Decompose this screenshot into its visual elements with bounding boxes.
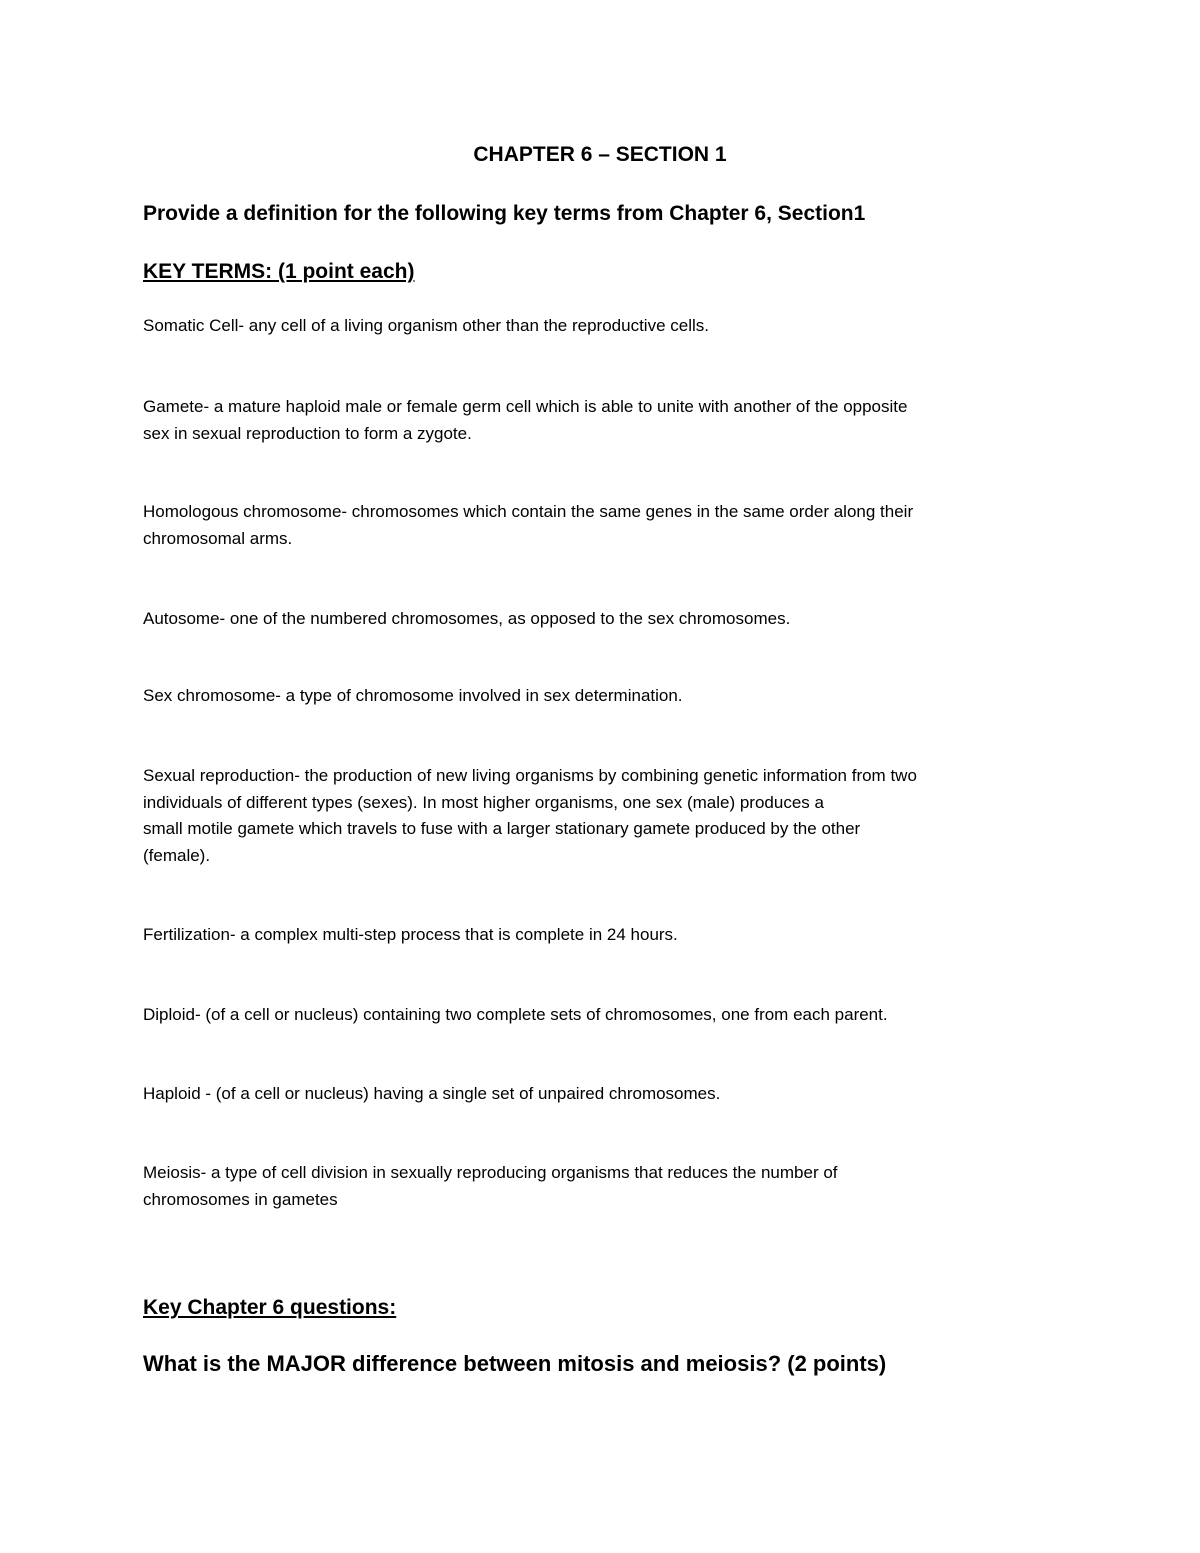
- term-line: Sexual reproduction- the production of new living organisms by combining genetic information from two: [143, 766, 917, 785]
- term-diploid: [143, 1002, 1073, 1029]
- term-line: Fertilization- a complex multi-step process that is complete in 24 hours.: [143, 925, 678, 944]
- term-fertilization: [143, 922, 1073, 949]
- term-line: Homologous chromosome- chromosomes which contain the same genes in the same order along their: [143, 502, 914, 521]
- questions-heading: Key Chapter 6 questions:: [143, 1296, 397, 1319]
- term-line: small motile gamete which travels to fuse with a larger stationary gamete produced by the other: [143, 819, 861, 838]
- term-line: Gamete- a mature haploid male or female germ cell which is able to unite with another of the opposite: [143, 397, 908, 416]
- term-line: chromosomal arms.: [143, 528, 293, 548]
- instruction-text: Provide a definition for the following key terms from Chapter 6, Section1: [143, 202, 866, 225]
- term-homologous-chromosome: [143, 499, 1073, 552]
- term-line: Haploid - (of a cell or nucleus) having a single set of unpaired chromosomes.: [143, 1084, 721, 1103]
- term-line: Sex chromosome- a type of chromosome involved in sex determination.: [143, 686, 683, 705]
- term-meiosis: [143, 1160, 1073, 1213]
- term-sexual-reproduction: [143, 763, 1073, 869]
- key-terms-heading: KEY TERMS: (1 point each): [143, 260, 415, 283]
- term-somatic-cell: [143, 313, 1073, 340]
- term-line: Diploid- (of a cell or nucleus) containing two complete sets of chromosomes, one from each parent.: [143, 1005, 888, 1024]
- term-line: Somatic Cell- any cell of a living organism other than the reproductive cells.: [143, 316, 709, 335]
- term-haploid: [143, 1081, 1073, 1108]
- term-autosome: [143, 606, 1073, 633]
- term-line: chromosomes in gametes: [143, 1189, 338, 1209]
- term-line: individuals of different types (sexes). In most higher organisms, one sex (male) produces a: [143, 792, 824, 812]
- term-line: sex in sexual reproduction to form a zygote.: [143, 423, 472, 443]
- term-line: Autosome- one of the numbered chromosomes, as opposed to the sex chromosomes.: [143, 609, 791, 628]
- term-gamete: [143, 394, 1073, 447]
- term-sex-chromosome: [143, 683, 1073, 710]
- question-text: What is the MAJOR difference between mitosis and meiosis? (2 points): [143, 1351, 887, 1376]
- term-line: Meiosis- a type of cell division in sexually reproducing organisms that reduces the number of: [143, 1163, 838, 1182]
- document-title: CHAPTER 6 – SECTION 1: [473, 143, 727, 166]
- term-line: (female).: [143, 845, 211, 865]
